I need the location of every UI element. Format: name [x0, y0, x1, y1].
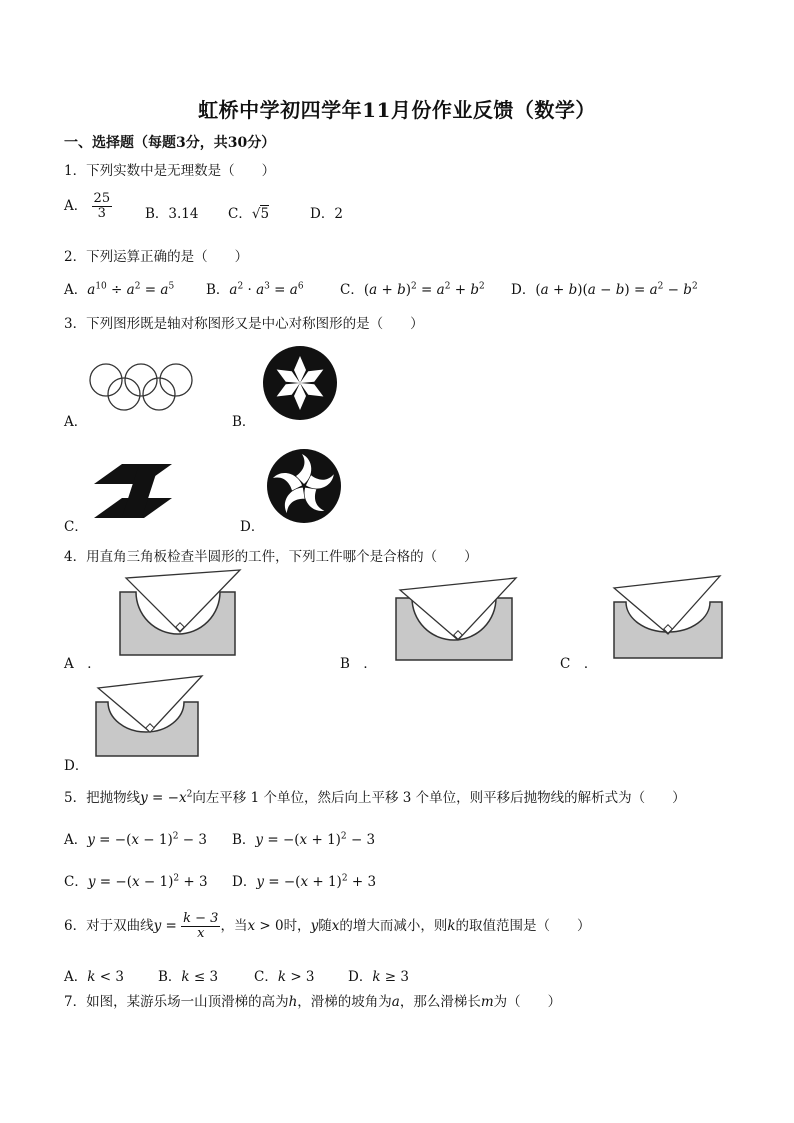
- question-4-option-c: C ．: [560, 656, 598, 672]
- rhombus-star-figure: [262, 345, 338, 421]
- question-5-option-b: B．$y = -(x + 1)^2 - 3$: [232, 831, 376, 848]
- question-5-option-a: A．$y = -(x - 1)^2 - 3$: [64, 831, 207, 848]
- section-heading: 一、选择题（每题3分，共30分）: [64, 135, 276, 151]
- question-3-option-c: C．: [64, 519, 88, 535]
- question-1-option-a: A． $\frac{25}{3}$: [64, 191, 111, 221]
- question-1-option-d: D．2: [310, 206, 343, 222]
- s-logo-figure: [92, 462, 174, 520]
- bauhinia-figure: [266, 448, 342, 524]
- sqrt-symbol: √: [251, 206, 261, 222]
- question-4-option-a: A ．: [64, 656, 101, 672]
- workpiece-a-figure: [112, 566, 247, 658]
- question-1-option-c: C．√5: [228, 206, 270, 222]
- question-3-option-a: A．: [64, 414, 88, 430]
- question-1-stem: 1．下列实数中是无理数是（ ）: [64, 163, 276, 179]
- question-6-stem: 6．对于双曲线y = $\frac{k - 3}{x}$ ，当x > 0时，y随x的增大而减小，则k的取值范围是（ ）: [64, 911, 591, 941]
- question-2-option-c: C．$(a + b)^2 = a^2 + b^2$: [340, 281, 485, 298]
- workpiece-b-figure: [392, 574, 520, 666]
- question-5-option-d: D．$y = -(x + 1)^2 + 3$: [232, 873, 377, 890]
- question-3-option-d: D．: [240, 519, 265, 535]
- question-6-option-a: A．k < 3: [64, 969, 124, 985]
- question-6-option-d: D．k ≥ 3: [348, 969, 409, 985]
- fraction: $\frac{25}{3}$: [93, 191, 111, 221]
- question-3-stem: 3．下列图形既是轴对称图形又是中心对称图形的是（ ）: [64, 316, 424, 332]
- question-7-stem: 7．如图，某游乐场一山顶滑梯的高为h，滑梯的坡角为a，那么滑梯长m为（ ）: [64, 994, 562, 1010]
- question-6-option-c: C．k > 3: [254, 969, 315, 985]
- question-5-option-c: C．$y = -(x - 1)^2 + 3$: [64, 873, 208, 890]
- fraction: $\frac{k - 3}{x}$: [183, 911, 219, 941]
- question-2-option-d: D．$(a + b)(a - b) = a^2 - b^2$: [511, 281, 698, 298]
- question-2-stem: 2．下列运算正确的是（ ）: [64, 249, 249, 265]
- question-4-stem: 4．用直角三角板检查半圆形的工件，下列工件哪个是合格的（ ）: [64, 549, 478, 565]
- page-title: 虹桥中学初四学年11月份作业反馈（数学）: [198, 98, 596, 122]
- question-1-option-b: B．3.14: [145, 206, 199, 222]
- question-5-stem: 5．把抛物线$y = -x^2$向左平移 1 个单位，然后向上平移 3 个单位，则平移后抛物线的解析式为（ ）: [64, 789, 686, 806]
- workpiece-c-figure: [610, 572, 728, 662]
- question-4-option-b: B ．: [340, 656, 377, 672]
- question-4-option-d: D．: [64, 758, 89, 774]
- question-3-option-b: B．: [232, 414, 256, 430]
- question-6-option-b: B．k ≤ 3: [158, 969, 219, 985]
- olympic-rings-figure: [88, 360, 198, 415]
- workpiece-d-figure: [92, 674, 204, 760]
- question-2-option-a: A．$a^{10} \div a^2 = a^5$: [64, 281, 175, 298]
- question-2-option-b: B．$a^2 \cdot a^3 = a^6$: [206, 281, 304, 298]
